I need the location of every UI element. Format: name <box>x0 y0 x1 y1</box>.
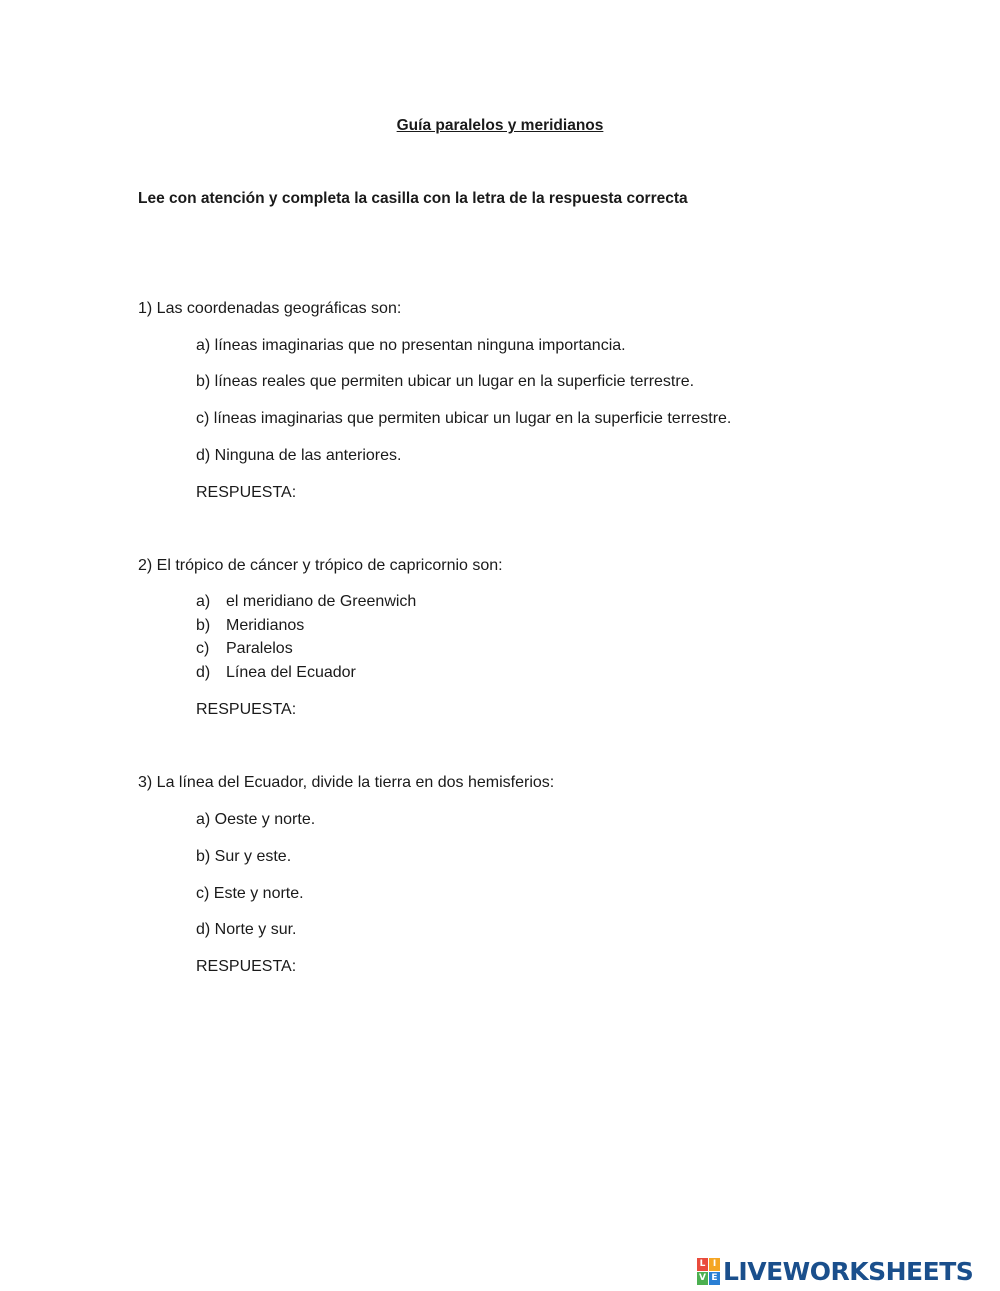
option-text: el meridiano de Greenwich <box>226 593 417 610</box>
option-text: Línea del Ecuador <box>226 664 356 681</box>
liveworksheets-logo <box>697 1257 973 1285</box>
logo-cell: E <box>709 1272 720 1285</box>
question-1-option-c: c) líneas imaginarias que permiten ubicar un lugar en la superficie terrestre. <box>196 410 732 427</box>
instructions: Lee con atención y completa la casilla con la letra de la respuesta correcta <box>138 190 688 207</box>
question-2-option-d <box>196 664 356 682</box>
question-3: 3) La línea del Ecuador, divide la tierra en dos hemisferios: <box>138 774 555 791</box>
question-2-option-a <box>196 593 416 611</box>
question-3-option-b: b) Sur y este. <box>196 848 292 865</box>
logo-cell: I <box>709 1258 720 1271</box>
question-2: 2) El trópico de cáncer y trópico de capricornio son: <box>138 557 503 574</box>
question-1-answer-label: RESPUESTA: <box>196 484 297 501</box>
option-letter: a) <box>196 593 211 610</box>
question-3-option-a: a) Oeste y norte. <box>196 811 316 828</box>
page-title: Guía paralelos y meridianos <box>396 117 604 134</box>
question-1-option-d: d) Ninguna de las anteriores. <box>196 447 402 464</box>
question-1: 1) Las coordenadas geográficas son: <box>138 300 402 317</box>
question-3-answer-label: RESPUESTA: <box>196 958 297 975</box>
logo-cell: V <box>697 1272 708 1285</box>
question-3-option-c: c) Este y norte. <box>196 885 304 902</box>
option-letter: b) <box>196 617 211 634</box>
question-2-option-b <box>196 617 304 635</box>
logo-text: LIVEWORKSHEETS <box>723 1256 974 1286</box>
option-letter: d) <box>196 664 211 681</box>
question-3-option-d: d) Norte y sur. <box>196 921 297 938</box>
question-2-option-c <box>196 640 293 658</box>
logo-icon <box>697 1258 720 1285</box>
option-letter: c) <box>196 640 210 657</box>
logo-cell: L <box>697 1258 708 1271</box>
question-1-option-a: a) líneas imaginarias que no presentan ninguna importancia. <box>196 337 626 354</box>
option-text: Paralelos <box>226 640 293 657</box>
question-2-answer-label: RESPUESTA: <box>196 701 297 718</box>
option-text: Meridianos <box>226 617 305 634</box>
question-1-option-b: b) líneas reales que permiten ubicar un lugar en la superficie terrestre. <box>196 373 695 390</box>
